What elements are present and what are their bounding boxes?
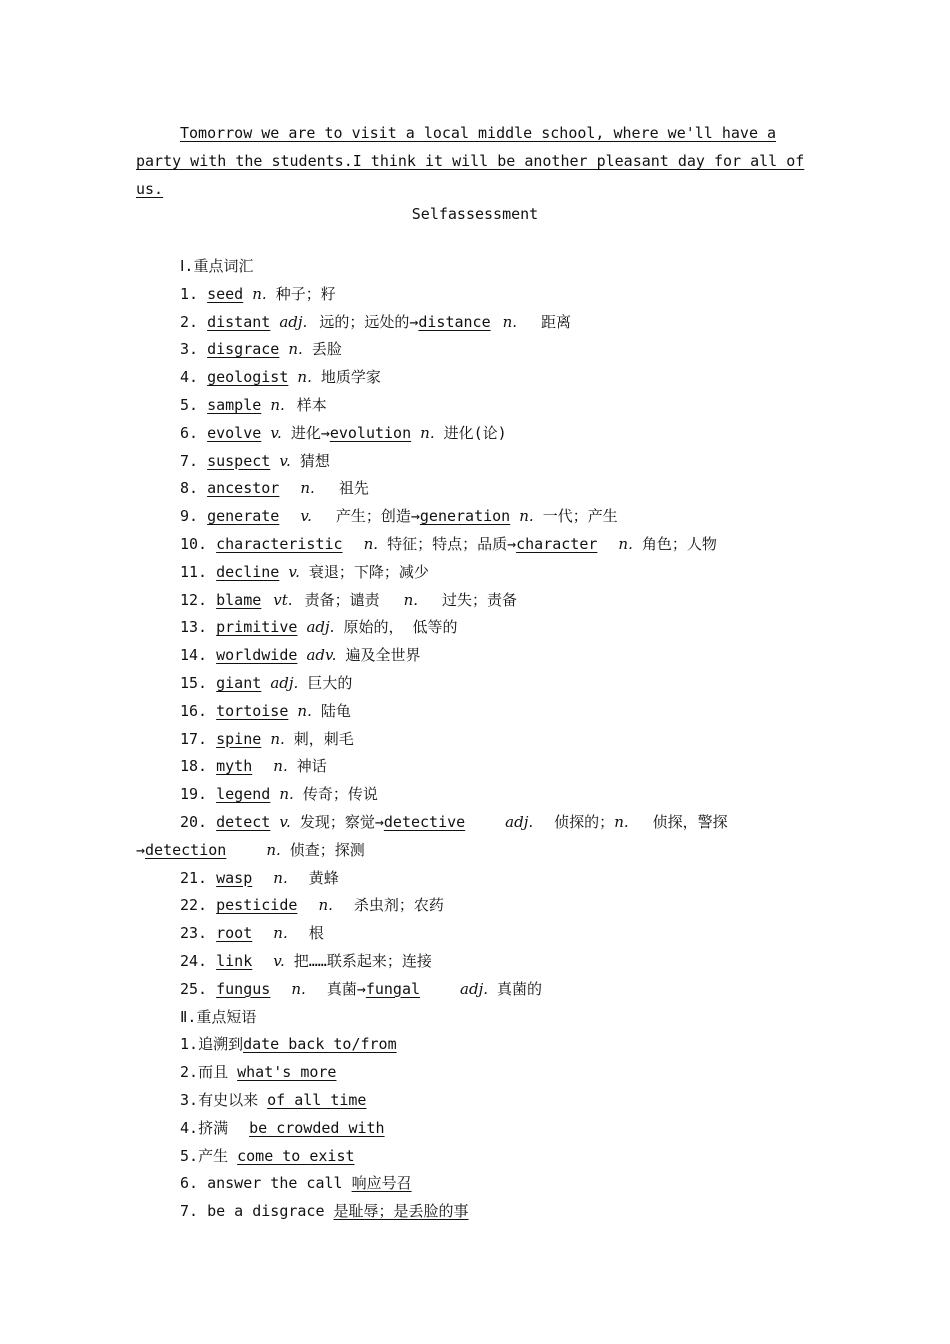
vocab-item: 12. blame vt. 责备；谴责 n. 过失；责备 xyxy=(180,590,518,609)
vocab-item: 25. fungus n. 真菌→fungal adj. 真菌的 xyxy=(180,979,543,998)
phrase-item: 5.产生 come to exist xyxy=(180,1146,355,1165)
section-title: Selfassessment xyxy=(411,205,539,223)
vocab-item: 1. seed n. 种子；籽 xyxy=(180,284,336,303)
vocab-item: 5. sample n. 样本 xyxy=(180,395,327,414)
phrases-heading: Ⅱ.重点短语 xyxy=(180,1007,257,1026)
vocab-item: 8. ancestor n. 祖先 xyxy=(180,479,369,498)
vocab-item: 9. generate v. 产生；创造→generation n. 一代；产生 xyxy=(180,507,618,526)
vocab-item: 4. geologist n. 地质学家 xyxy=(180,368,381,387)
intro-text: Tomorrow we are to visit a local middle school, where we'll have a party with the students.I think it will be another pleasant day for all of us. xyxy=(136,124,805,198)
vocab-item: 11. decline v. 衰退；下降；减少 xyxy=(180,562,429,581)
phrase-item: 2.而且 what's more xyxy=(180,1063,337,1082)
phrase-item: 7. be a disgrace 是耻辱；是丢脸的事 xyxy=(180,1202,469,1221)
vocab-list xyxy=(136,253,820,1226)
vocab-item: 21. wasp n. 黄蜂 xyxy=(180,868,339,887)
vocab-heading: Ⅰ.重点词汇 xyxy=(180,257,254,275)
vocab-item: 14. worldwide adv. 遍及全世界 xyxy=(180,646,421,665)
vocab-item: 7. suspect v. 猜想 xyxy=(180,451,330,470)
vocab-item: 16. tortoise n. 陆龟 xyxy=(180,701,351,720)
vocab-item: 10. characteristic n. 特征；特点；品质→character n. 角色；人物 xyxy=(180,534,717,553)
vocab-item: 23. root n. 根 xyxy=(180,924,324,943)
vocab-item: 22. pesticide n. 杀虫剂；农药 xyxy=(180,896,444,915)
vocab-item: 2. distant adj. 远的；远处的→distance n. 距离 xyxy=(180,312,572,331)
vocab-item: 18. myth n. 神话 xyxy=(180,757,327,776)
vocab-item: 17. spine n. 刺，刺毛 xyxy=(180,729,354,748)
vocab-item: 24. link v. 把……联系起来；连接 xyxy=(180,951,432,970)
vocab-item: 20. detect v. 发现；察觉→detective adj. 侦探的；n. 侦探，警探→detection n. 侦查；探测 xyxy=(136,812,728,859)
vocab-item: 3. disgrace n. 丢脸 xyxy=(180,340,342,359)
vocab-item: 15. giant adj. 巨大的 xyxy=(180,673,353,692)
vocab-item: 13. primitive adj. 原始的， 低等的 xyxy=(180,618,458,637)
intro-paragraph xyxy=(136,119,816,203)
phrase-item: 6. answer the call 响应号召 xyxy=(180,1174,412,1193)
vocab-item: 6. evolve v. 进化→evolution n. 进化(论) xyxy=(180,423,507,442)
vocab-item: 19. legend n. 传奇；传说 xyxy=(180,785,378,804)
phrase-item: 3.有史以来 of all time xyxy=(180,1090,367,1109)
phrase-item: 4.挤满 be crowded with xyxy=(180,1118,385,1137)
phrase-item: 1.追溯到date back to/from xyxy=(180,1035,397,1054)
